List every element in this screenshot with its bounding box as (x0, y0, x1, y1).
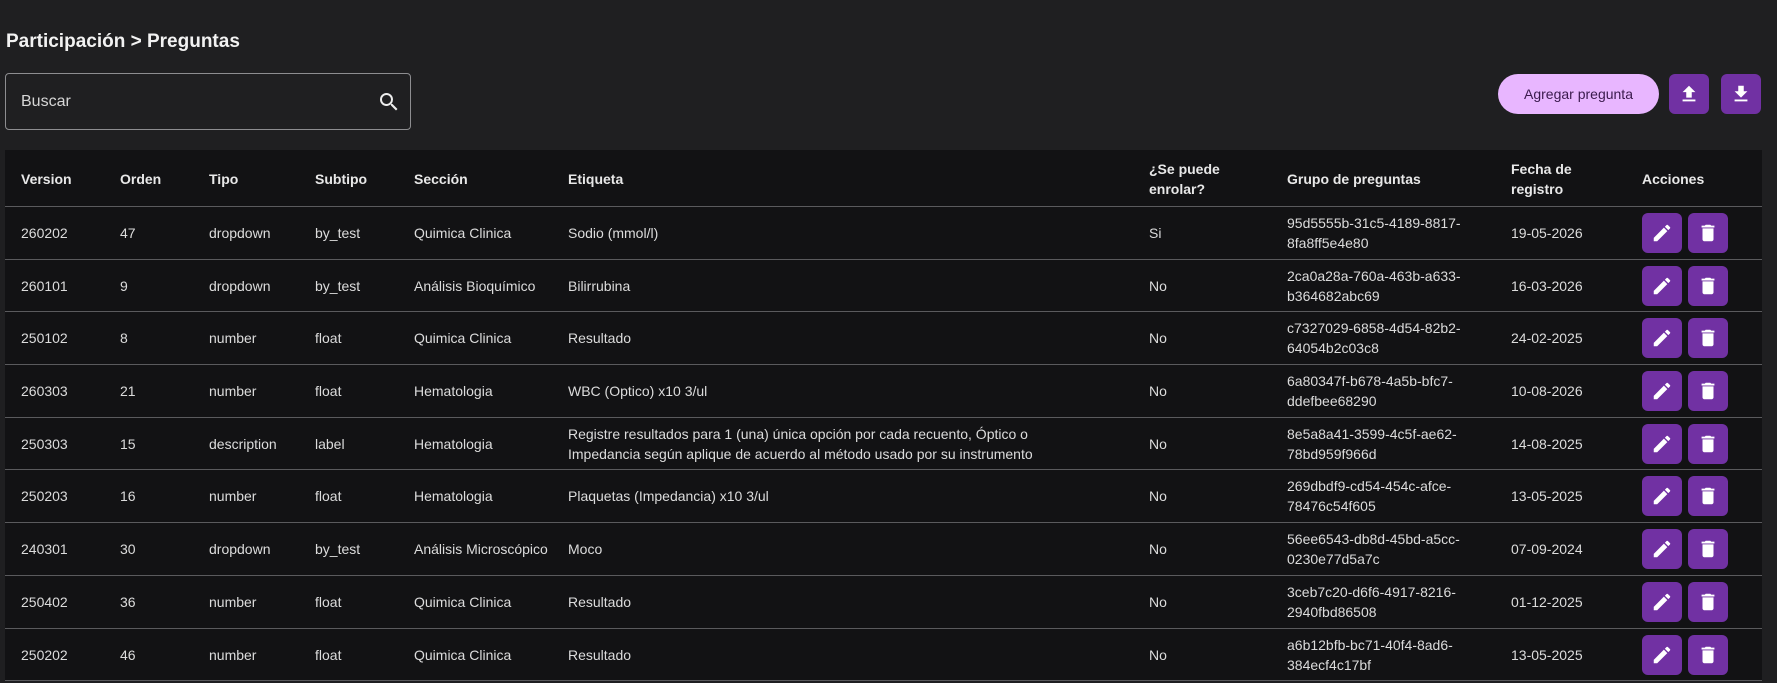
cell-subtipo: float (315, 593, 342, 610)
cell-enrolar: No (1149, 330, 1167, 347)
cell-seccion: Análisis Microscópico (414, 541, 548, 558)
edit-button[interactable] (1642, 476, 1682, 516)
cell-subtipo: float (315, 488, 342, 505)
table-row (5, 365, 1762, 418)
cell-subtipo: by_test (315, 541, 361, 558)
table-row (5, 629, 1762, 682)
cell-fecha: 24-02-2025 (1511, 330, 1583, 347)
edit-button[interactable] (1642, 213, 1682, 253)
cell-seccion: Hematologia (414, 488, 493, 505)
column-header-etiqueta[interactable]: Etiqueta (568, 170, 624, 187)
cell-acciones (1642, 629, 1752, 681)
cell-seccion: Hematologia (414, 383, 493, 400)
breadcrumb: Participación > Preguntas (6, 31, 240, 52)
cell-orden: 47 (120, 225, 136, 241)
search-box[interactable] (5, 73, 411, 130)
trash-icon (1697, 591, 1719, 613)
cell-seccion: Hematologia (414, 435, 493, 452)
cell-subtipo: float (315, 383, 342, 400)
cell-version: 260202 (21, 225, 68, 241)
cell-subtipo: by_test (315, 225, 361, 241)
trash-icon (1697, 275, 1719, 297)
cell-orden: 9 (120, 277, 128, 294)
table-row (5, 576, 1762, 629)
cell-seccion: Análisis Bioquímico (414, 277, 536, 294)
cell-version: 250203 (21, 488, 68, 505)
column-header-tipo[interactable]: Tipo (209, 170, 239, 187)
cell-orden: 36 (120, 593, 136, 610)
edit-button[interactable] (1642, 318, 1682, 358)
cell-subtipo: float (315, 646, 342, 663)
cell-tipo: number (209, 646, 257, 663)
cell-enrolar: No (1149, 383, 1167, 400)
trash-icon (1697, 644, 1719, 666)
cell-subtipo: label (315, 435, 345, 452)
upload-icon (1678, 83, 1700, 105)
cell-orden: 15 (120, 435, 136, 452)
cell-fecha: 13-05-2025 (1511, 646, 1583, 663)
cell-version: 250102 (21, 330, 68, 347)
cell-etiqueta: Resultado (568, 330, 632, 347)
cell-acciones (1642, 418, 1752, 470)
pencil-icon (1651, 380, 1673, 402)
add-question-button[interactable]: Agregar pregunta (1498, 74, 1659, 114)
column-header-acciones: Acciones (1642, 170, 1705, 187)
column-header-seccion[interactable]: Sección (414, 170, 468, 187)
cell-etiqueta: Sodio (mmol/l) (568, 225, 659, 241)
delete-button[interactable] (1688, 476, 1728, 516)
cell-version: 250402 (21, 593, 68, 610)
cell-tipo: dropdown (209, 541, 271, 558)
cell-fecha: 19-05-2026 (1511, 225, 1583, 241)
cell-tipo: description (209, 435, 277, 452)
column-header-subtipo[interactable]: Subtipo (315, 170, 368, 187)
cell-etiqueta: Resultado (568, 646, 632, 663)
cell-grupo: 269dbdf9-cd54-454c-afce-78476c54f605 (1287, 478, 1452, 515)
table-row (5, 312, 1762, 365)
table-body (5, 207, 1762, 681)
cell-seccion: Quimica Clinica (414, 646, 512, 663)
trash-icon (1697, 485, 1719, 507)
cell-grupo: a6b12bfb-bc71-40f4-8ad6-384ecf4c17bf (1287, 636, 1453, 673)
edit-button[interactable] (1642, 529, 1682, 569)
cell-fecha: 10-08-2026 (1511, 383, 1583, 400)
cell-etiqueta: Moco (568, 541, 603, 558)
trash-icon (1697, 433, 1719, 455)
table-row (5, 260, 1762, 313)
cell-version: 250303 (21, 435, 68, 452)
cell-seccion: Quimica Clinica (414, 225, 512, 241)
cell-tipo: number (209, 488, 257, 505)
cell-enrolar: No (1149, 541, 1167, 558)
trash-icon (1697, 222, 1719, 244)
trash-icon (1697, 538, 1719, 560)
delete-button[interactable] (1688, 582, 1728, 622)
cell-enrolar: Si (1149, 225, 1162, 241)
table-row (5, 470, 1762, 523)
cell-etiqueta: WBC (Optico) x10 3/ul (568, 383, 708, 400)
search-icon[interactable] (377, 90, 401, 114)
trash-icon (1697, 380, 1719, 402)
cell-enrolar: No (1149, 488, 1167, 505)
cell-seccion: Quimica Clinica (414, 593, 512, 610)
cell-etiqueta: Plaquetas (Impedancia) x10 3/ul (568, 488, 769, 505)
table-row (5, 207, 1762, 260)
pencil-icon (1651, 222, 1673, 244)
pencil-icon (1651, 433, 1673, 455)
cell-grupo: 2ca0a28a-760a-463b-a633-b364682abc69 (1287, 267, 1461, 304)
delete-button[interactable] (1688, 424, 1728, 464)
cell-orden: 21 (120, 383, 136, 400)
delete-button[interactable] (1688, 371, 1728, 411)
column-header-grupo[interactable]: Grupo de preguntas (1287, 170, 1421, 187)
cell-version: 250202 (21, 646, 68, 663)
edit-button[interactable] (1642, 371, 1682, 411)
cell-acciones (1642, 207, 1752, 259)
cell-grupo: 56ee6543-db8d-45bd-a5cc-0230e77d5a7c (1287, 531, 1460, 568)
cell-grupo: 6a80347f-b678-4a5b-bfc7-ddefbee68290 (1287, 373, 1453, 410)
pencil-icon (1651, 644, 1673, 666)
cell-enrolar: No (1149, 435, 1167, 452)
column-header-version[interactable]: Version (21, 170, 72, 187)
upload-button[interactable] (1669, 74, 1709, 114)
cell-etiqueta: Registre resultados para 1 (una) única opción por cada recuento, Óptico o Impedancia según aplique de acuerdo al método usado por su instrumento (568, 425, 1033, 462)
pencil-icon (1651, 275, 1673, 297)
cell-acciones (1642, 576, 1752, 628)
cell-acciones (1642, 260, 1752, 312)
cell-tipo: number (209, 383, 257, 400)
cell-enrolar: No (1149, 593, 1167, 610)
cell-fecha: 14-08-2025 (1511, 435, 1583, 452)
cell-tipo: number (209, 593, 257, 610)
cell-enrolar: No (1149, 646, 1167, 663)
edit-button[interactable] (1642, 582, 1682, 622)
pencil-icon (1651, 327, 1673, 349)
cell-acciones (1642, 470, 1752, 522)
cell-fecha: 07-09-2024 (1511, 541, 1583, 558)
pencil-icon (1651, 538, 1673, 560)
cell-version: 260101 (21, 277, 68, 294)
cell-version: 240301 (21, 541, 68, 558)
cell-fecha: 16-03-2026 (1511, 277, 1583, 294)
column-header-fecha[interactable]: Fecha de registro (1511, 160, 1572, 197)
cell-orden: 30 (120, 541, 136, 558)
cell-grupo: c7327029-6858-4d54-82b2-64054b2c03c8 (1287, 320, 1461, 357)
delete-button[interactable] (1688, 318, 1728, 358)
search-input[interactable] (21, 74, 351, 129)
pencil-icon (1651, 485, 1673, 507)
cell-seccion: Quimica Clinica (414, 330, 512, 347)
cell-fecha: 01-12-2025 (1511, 593, 1583, 610)
cell-tipo: dropdown (209, 225, 271, 241)
column-header-orden[interactable]: Orden (120, 170, 162, 187)
table-row (5, 418, 1762, 471)
delete-button[interactable] (1688, 213, 1728, 253)
cell-version: 260303 (21, 383, 68, 400)
cell-subtipo: by_test (315, 277, 361, 294)
pencil-icon (1651, 591, 1673, 613)
questions-table (5, 150, 1762, 681)
table-row (5, 523, 1762, 576)
cell-grupo: 95d5555b-31c5-4189-8817-8fa8ff5e4e80 (1287, 215, 1461, 251)
edit-button[interactable] (1642, 424, 1682, 464)
trash-icon (1697, 327, 1719, 349)
edit-button[interactable] (1642, 635, 1682, 675)
cell-acciones (1642, 523, 1752, 575)
delete-button[interactable] (1688, 635, 1728, 675)
edit-button[interactable] (1642, 266, 1682, 306)
delete-button[interactable] (1688, 529, 1728, 569)
cell-enrolar: No (1149, 277, 1167, 294)
cell-orden: 16 (120, 488, 136, 505)
cell-etiqueta: Resultado (568, 593, 632, 610)
cell-etiqueta: Bilirrubina (568, 277, 631, 294)
column-header-enrolar[interactable]: ¿Se puede enrolar? (1149, 160, 1220, 197)
download-button[interactable] (1721, 74, 1761, 114)
cell-tipo: dropdown (209, 277, 271, 294)
cell-subtipo: float (315, 330, 342, 347)
cell-fecha: 13-05-2025 (1511, 488, 1583, 505)
cell-tipo: number (209, 330, 257, 347)
cell-grupo: 3ceb7c20-d6f6-4917-8216-2940fbd86508 (1287, 583, 1456, 620)
cell-orden: 46 (120, 646, 136, 663)
cell-orden: 8 (120, 330, 128, 347)
download-icon (1730, 83, 1752, 105)
table-header (5, 150, 1762, 207)
cell-acciones (1642, 365, 1752, 417)
delete-button[interactable] (1688, 266, 1728, 306)
cell-grupo: 8e5a8a41-3599-4c5f-ae62-78bd959f966d (1287, 425, 1457, 462)
cell-acciones (1642, 312, 1752, 364)
